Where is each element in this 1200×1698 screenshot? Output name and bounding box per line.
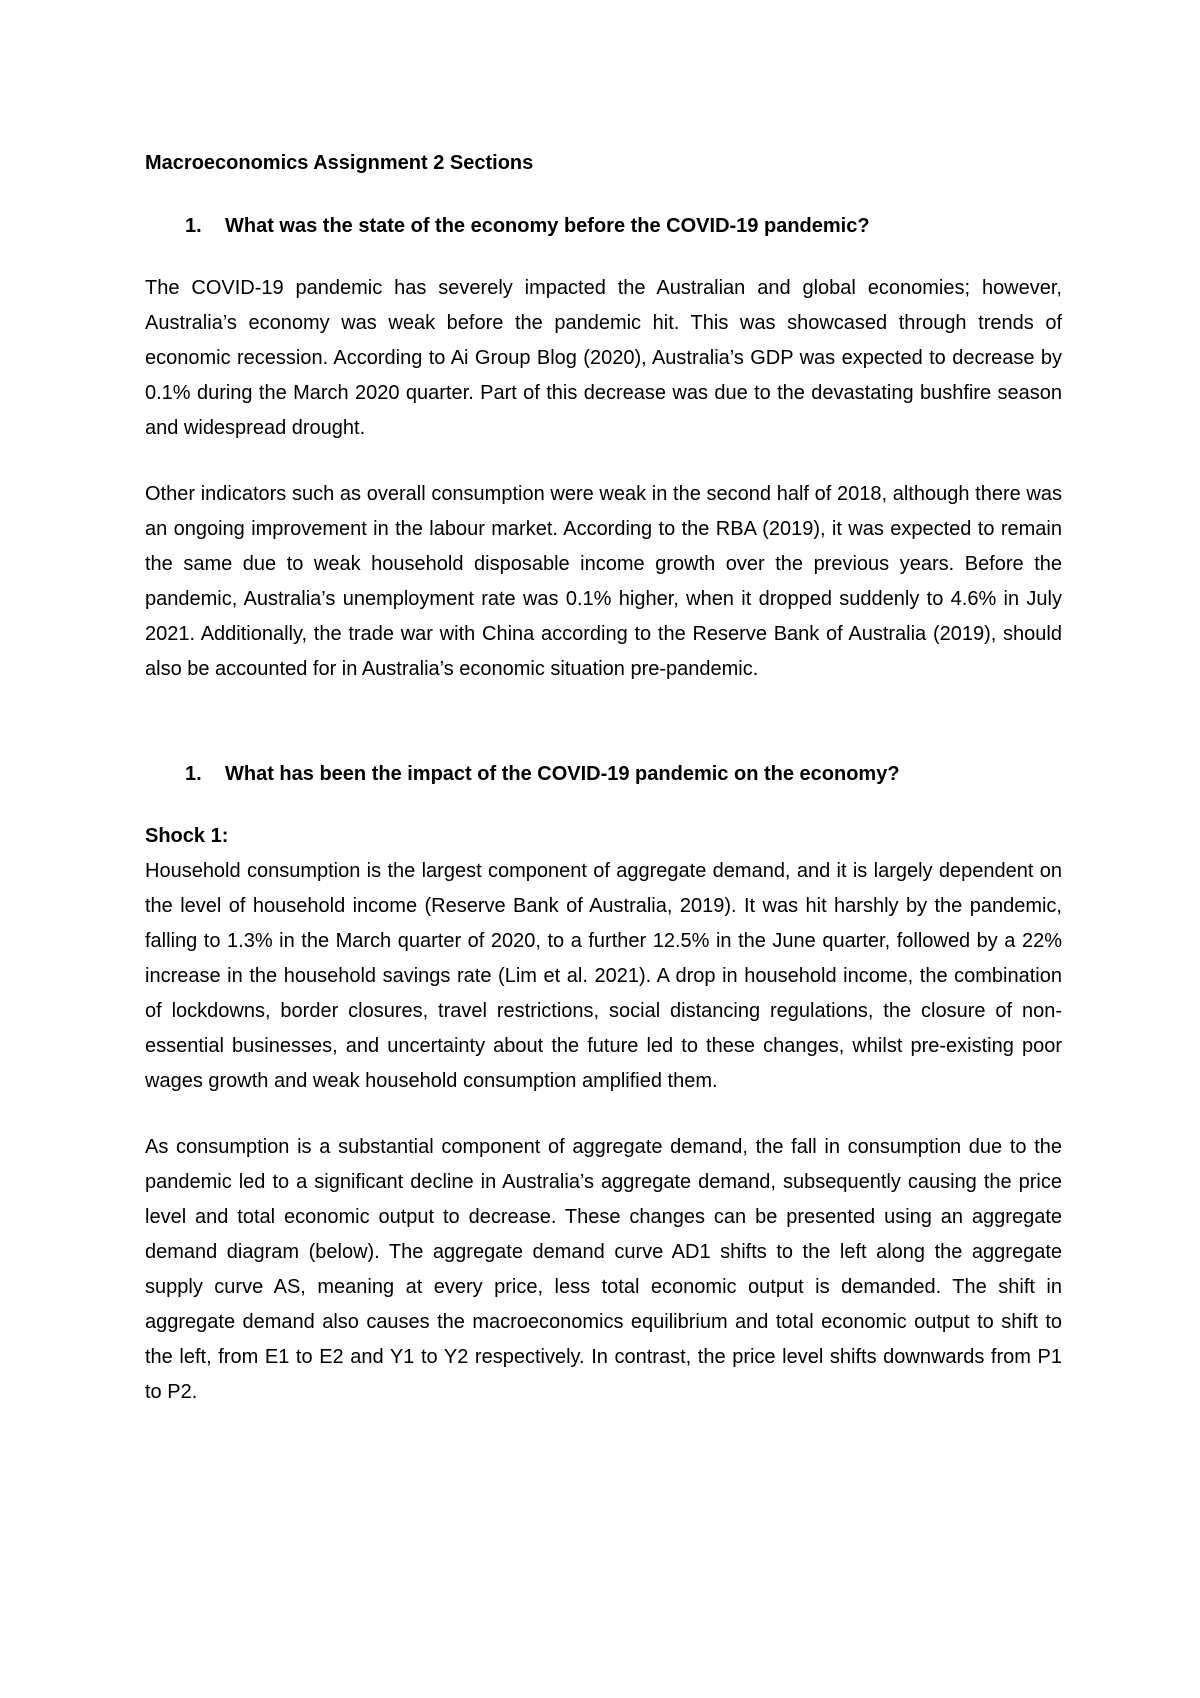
document-body bbox=[145, 146, 1062, 1441]
section-2-number: 1. bbox=[185, 763, 202, 785]
section-1-paragraph-2: Other indicators such as overall consumption were weak in the second half of 2018, although there was an ongoing improvement in the labour market. According to the RBA (2019), it was expected to remain the same due to weak household disposable income growth over the previous years. Before the pandemic, Australia’s unemployment rate was 0.1% higher, when it dropped suddenly to 4.6% in July 2021. Additionally, the trade war with China according to the Reserve Bank of Australia (2019), should also be accounted for in Australia’s economic situation pre-pandemic. bbox=[145, 483, 1062, 680]
section-2-paragraph-1: Household consumption is the largest component of aggregate demand, and it is largely dependent on the level of household income (Reserve Bank of Australia, 2019). It was hit harshly by the pandemic, falling to 1.3% in the March quarter of 2020, to a further 12.5% in the June quarter, followed by a 22% increase in the household savings rate (Lim et al. 2021). A drop in household income, the combination of lockdowns, border closures, travel restrictions, social distancing regulations, the closure of non-essential businesses, and uncertainty about the future led to these changes, whilst pre-existing poor wages growth and weak household consumption amplified them. bbox=[145, 860, 1062, 1092]
section-2-heading-text: What has been the impact of the COVID-19 pandemic on the economy? bbox=[225, 763, 900, 785]
section-1-paragraph-1: The COVID-19 pandemic has severely impacted the Australian and global economies; however, Australia’s economy was weak before the pandemic hit. This was showcased through trends of economic recession. According to Ai Group Blog (2020), Australia’s GDP was expected to decrease by 0.1% during the March 2020 quarter. Part of this decrease was due to the devastating bushfire season and widespread drought. bbox=[145, 277, 1062, 439]
document-title: Macroeconomics Assignment 2 Sections bbox=[145, 152, 534, 174]
shock-1-heading: Shock 1: bbox=[145, 825, 229, 847]
section-2-paragraph-2: As consumption is a substantial component of aggregate demand, the fall in consumption due to the pandemic led to a significant decline in Australia’s aggregate demand, subsequently causing the price level and total economic output to decrease. These changes can be presented using an aggregate demand diagram (below). The aggregate demand curve AD1 shifts to the left along the aggregate supply curve AS, meaning at every price, less total economic output is demanded. The shift in aggregate demand also causes the macroeconomics equilibrium and total economic output to shift to the left, from E1 to E2 and Y1 to Y2 respectively. In contrast, the price level shifts downwards from P1 to P2. bbox=[145, 1136, 1062, 1403]
section-1-heading bbox=[145, 209, 1062, 244]
section-2-heading bbox=[145, 757, 1062, 792]
section-1-heading-text: What was the state of the economy before the COVID-19 pandemic? bbox=[225, 215, 870, 237]
section-1-number: 1. bbox=[185, 215, 202, 237]
